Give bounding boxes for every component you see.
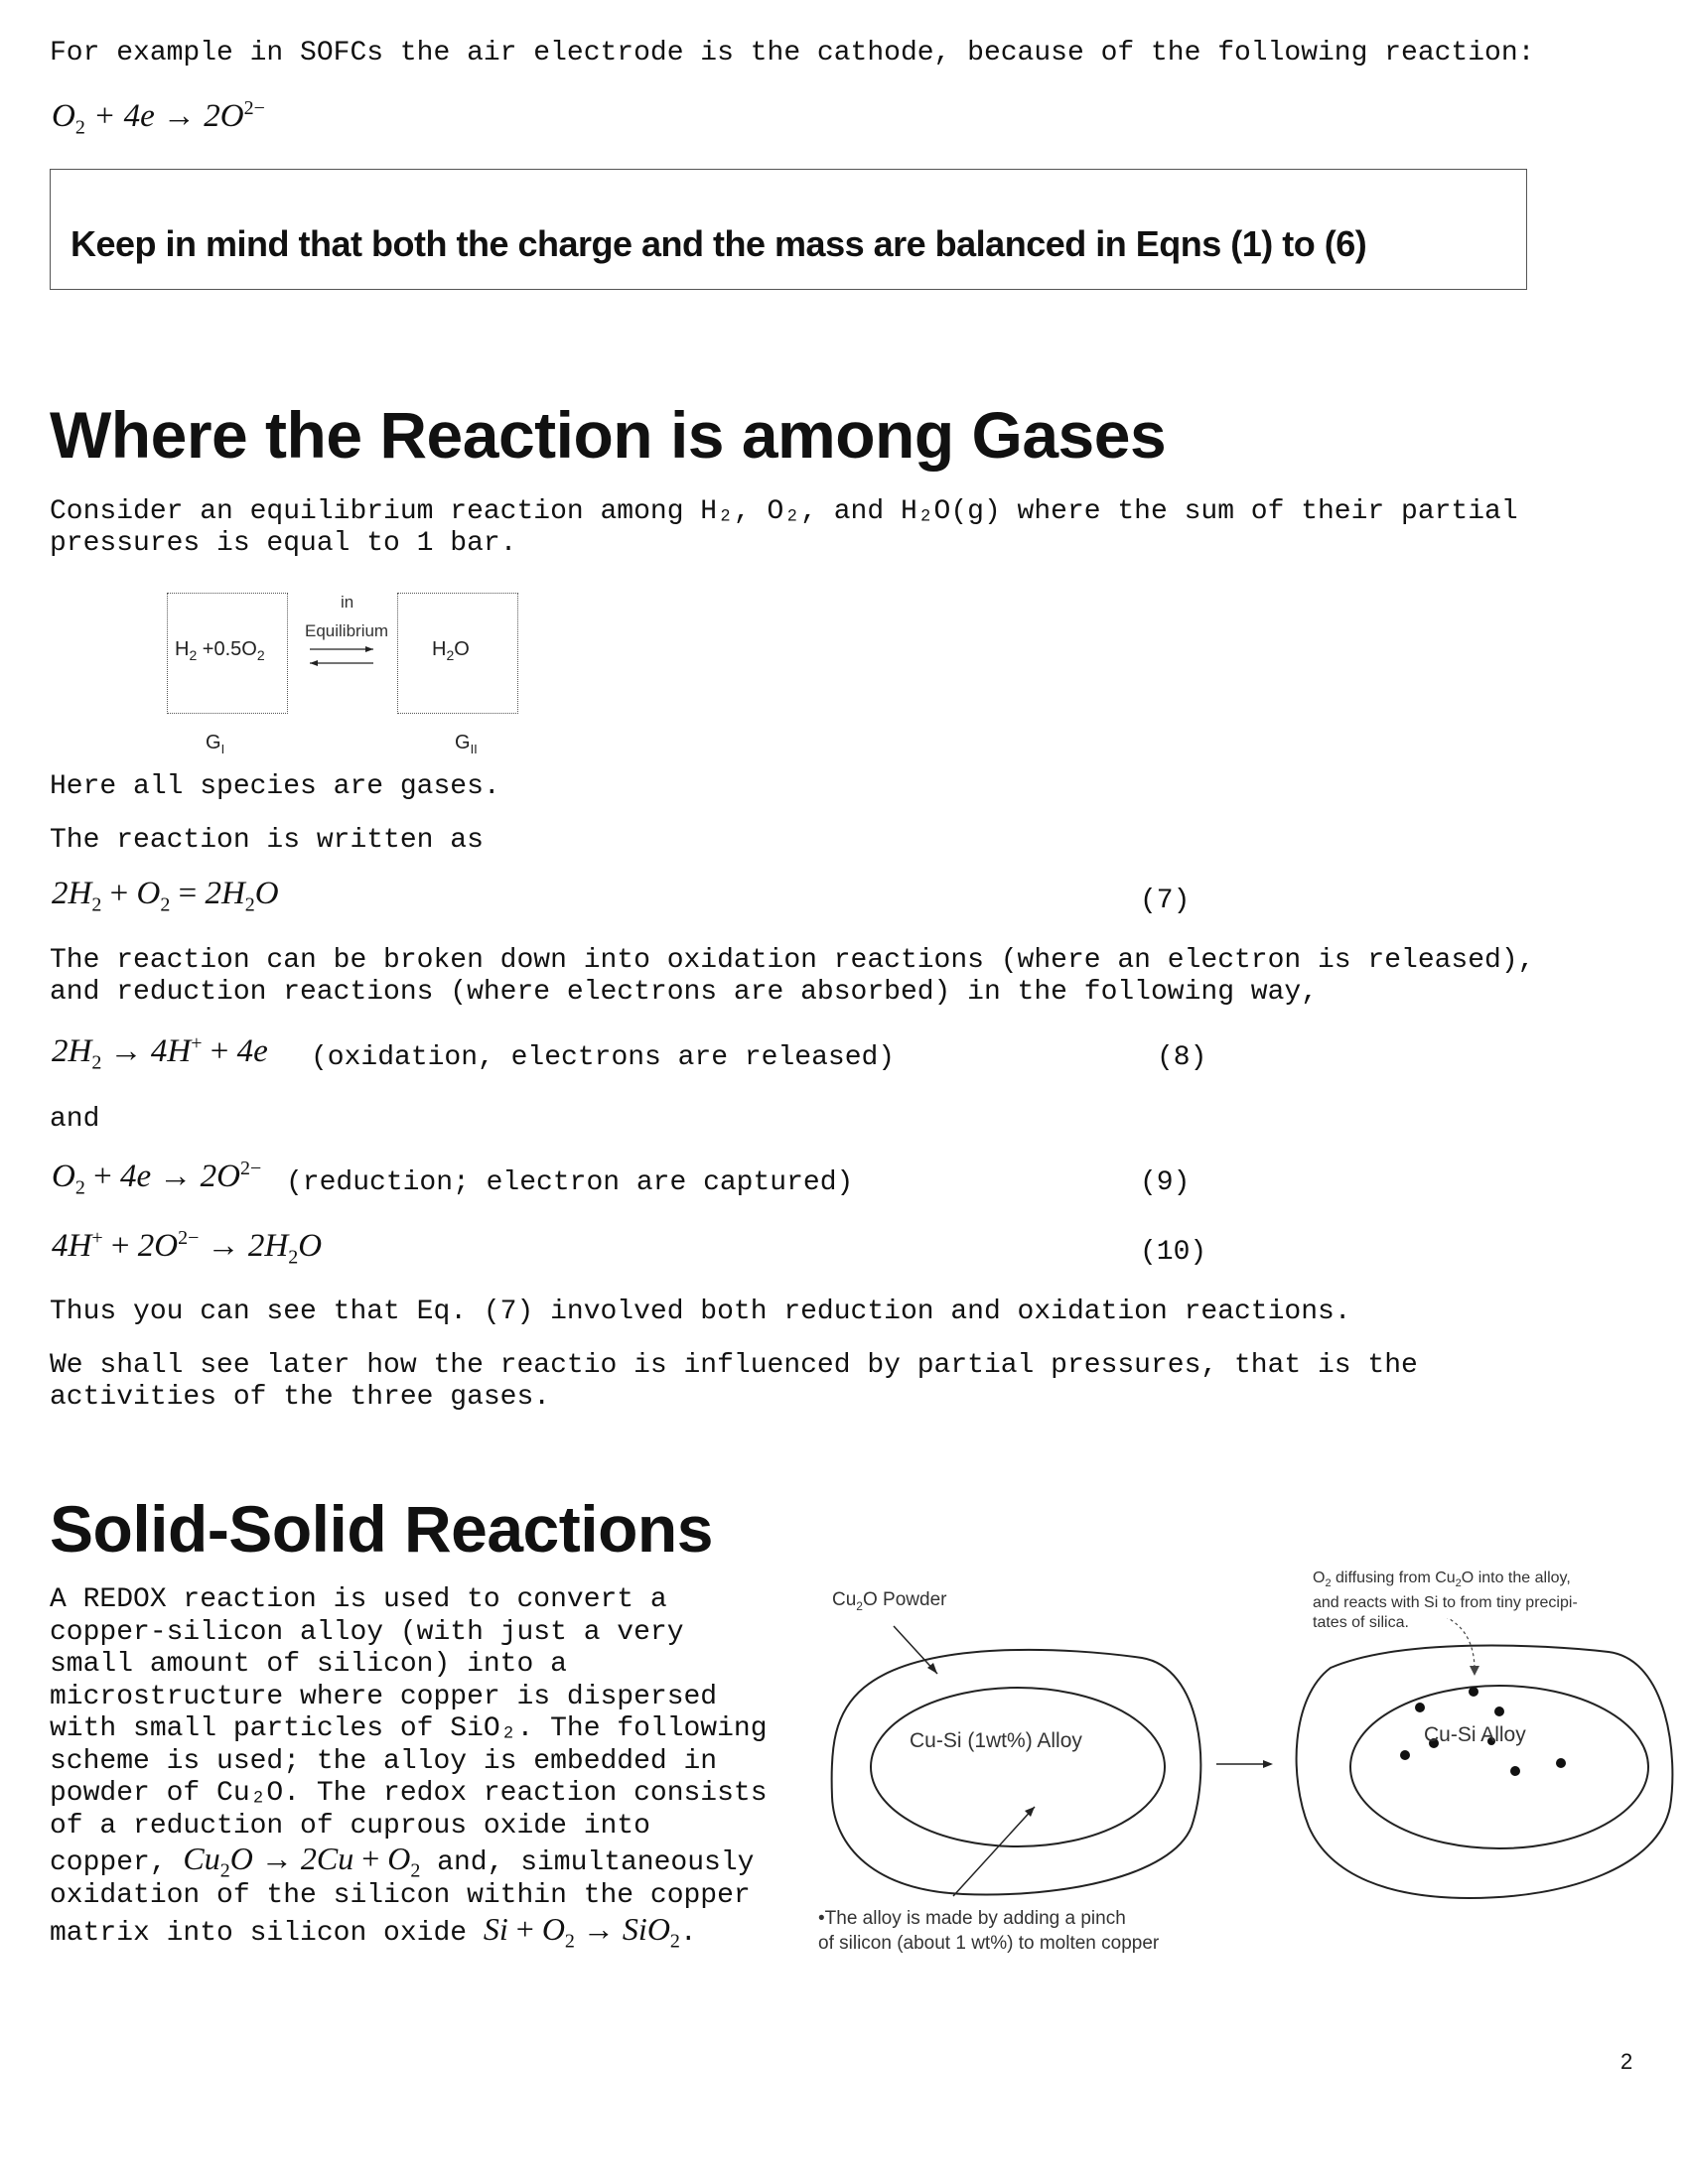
paragraph-both-reactions: Thus you can see that Eq. (7) involved both reduction and oxidation reactions.: [50, 1297, 1351, 1327]
intro-text: For example in SOFCs the air electrode is the cathode, because of the following reaction:: [50, 38, 1535, 68]
paragraph-and: and: [50, 1104, 100, 1135]
callout-text: Keep in mind that both the charge and the mass are balanced in Eqns (1) to (6): [70, 223, 1367, 264]
equation-8-number: (8): [1157, 1042, 1207, 1073]
paragraph-equilibrium-line1: Consider an equilibrium reaction among H₂, O₂, and H₂O(g) where the sum of their partial: [50, 496, 1518, 527]
paragraph-partial-pressures-line2: activities of the three gases.: [50, 1382, 551, 1413]
paragraph-all-gases: Here all species are gases.: [50, 771, 500, 802]
cu2o-powder-figure: [814, 1618, 1688, 1906]
intro-equation: $O_2 + 4e \to 2O^{2-}$: [52, 97, 265, 139]
figure-caption: •The alloy is made by adding a pinch of silicon (about 1 wt%) to molten copper: [818, 1908, 1160, 1954]
reactant-label: $H_2 +0.5O_2$: [175, 638, 265, 663]
section-heading-gases: Where the Reaction is among Gases: [50, 398, 1167, 472]
equation-7: $2H_2 + O_2 = 2H_2O$: [52, 876, 279, 916]
equation-8: $2H_2 \to 4H^+ + 4e$: [52, 1032, 268, 1074]
gibbs-left-label: $G_I$: [206, 732, 225, 756]
alloy-left-label: Cu-Si (1wt%) Alloy: [910, 1729, 1082, 1752]
paragraph-equilibrium-line2: pressures is equal to 1 bar.: [50, 528, 517, 559]
section-heading-solid: Solid-Solid Reactions: [50, 1492, 713, 1566]
equation-10: $4H^+ + 2O^{2-} \to 2H_2O$: [52, 1227, 323, 1269]
paragraph-reaction-written: The reaction is written as: [50, 825, 484, 856]
paragraph-redox: A REDOX reaction is used to convert a copper-silicon alloy (with just a very small amount of silicon) into a microstructure where copper is dispersed with small particles of SiO₂. The following scheme is used; the alloy is embedded in powder of Cu₂O. The redox reaction consists of a reduction of cuprous oxide into copper, $Cu_2O \to 2Cu + O_2$ and, simultaneously oxidation of the silicon within the copper matrix into silicon oxide $Si + O_2 \to SiO_2$.: [50, 1584, 768, 1952]
paragraph-breakdown-line2: and reduction reactions (where electrons are absorbed) in the following way,: [50, 977, 1319, 1008]
paragraph-partial-pressures-line1: We shall see later how the reactio is influenced by partial pressures, that is the: [50, 1350, 1418, 1381]
powder-label: $Cu_2O$ Powder: [832, 1589, 947, 1613]
equation-9-note: (reduction; electron are captured): [286, 1167, 854, 1198]
page-number: 2: [1620, 2049, 1633, 2074]
callout-box: [50, 169, 1527, 290]
alloy-right-label: Cu-Si Alloy: [1424, 1723, 1526, 1746]
diffusion-note: $O_2$ diffusing from $Cu_2O$ into the alloy, and reacts with Si to from tiny precipi- tates of silica.: [1313, 1570, 1578, 1632]
equilibrium-label-in: in: [341, 593, 354, 612]
equation-10-number: (10): [1140, 1237, 1207, 1268]
gibbs-right-label: $G_{II}$: [455, 732, 478, 756]
paragraph-breakdown-line1: The reaction can be broken down into oxidation reactions (where an electron is released),: [50, 945, 1535, 976]
equilibrium-arrows-icon: [306, 643, 377, 669]
equation-8-note: (oxidation, electrons are released): [311, 1042, 896, 1073]
equilibrium-label: Equilibrium: [305, 621, 389, 640]
equation-7-number: (7): [1140, 886, 1191, 916]
equation-9-number: (9): [1140, 1167, 1191, 1198]
product-label: $H_2O$: [432, 638, 470, 663]
equation-9: $O_2 + 4e \to 2O^{2-}$: [52, 1158, 262, 1199]
